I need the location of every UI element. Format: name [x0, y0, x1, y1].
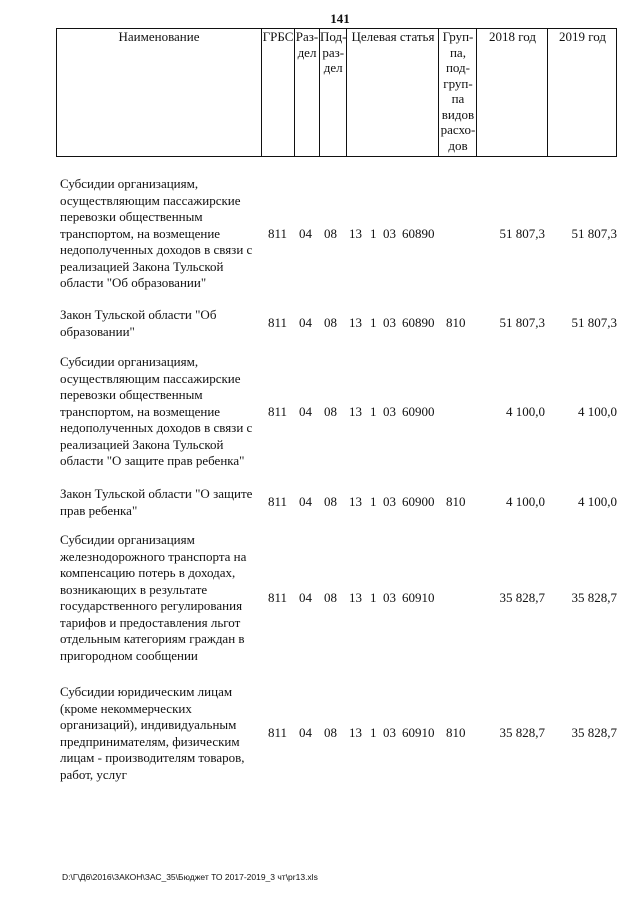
row-target-part-1: 13: [349, 404, 362, 419]
row-target-part-3: 03: [383, 226, 396, 241]
header-grbs: ГРБС: [262, 29, 295, 157]
row-name: [60, 307, 265, 340]
row-podrazdel: 08: [324, 315, 337, 330]
row-amount-2019: 51 807,3: [571, 226, 617, 241]
row-razdel: 04: [299, 404, 312, 419]
row-razdel: 04: [299, 315, 312, 330]
row-target-part-3: 03: [383, 590, 396, 605]
row-name-line: Субсидии юридическим лицам: [60, 684, 233, 699]
row-name: [60, 684, 265, 783]
row-target-part-2: 1: [370, 226, 377, 241]
row-grbs: 811: [268, 494, 288, 509]
row-name-line: Субсидии организациям,: [60, 354, 199, 369]
row-target-part-1: 13: [349, 226, 362, 241]
table-row: [0, 307, 640, 345]
row-target-part-4: 60910: [402, 590, 435, 605]
row-target-part-3: 03: [383, 494, 396, 509]
row-target-part-1: 13: [349, 315, 362, 330]
row-name-line: Закон Тульской области "Об: [60, 307, 217, 322]
header-year-2019: 2019 год: [548, 29, 617, 157]
row-name-line: транспортом, на возмещение: [60, 225, 221, 241]
row-expense-type: 810: [446, 725, 466, 740]
row-name-line: области "О защите прав ребенка": [60, 453, 245, 468]
row-razdel: 04: [299, 226, 312, 241]
row-target-part-2: 1: [370, 590, 377, 605]
row-name-line: предпринимателям, физическим: [60, 733, 240, 749]
row-name-line: транспортом, на возмещение: [60, 403, 221, 419]
row-target-part-3: 03: [383, 725, 396, 740]
row-name-line: компенсацию потерь в доходах,: [60, 565, 236, 580]
row-grbs: 811: [268, 590, 288, 605]
row-amount-2019: 35 828,7: [571, 590, 617, 605]
row-amount-2018: 4 100,0: [506, 494, 545, 509]
table-row: [0, 176, 640, 298]
page-number: 141: [330, 11, 350, 26]
row-amount-2018: 51 807,3: [499, 226, 545, 241]
row-name-line: осуществляющим пассажирские: [60, 192, 241, 208]
row-target-part-1: 13: [349, 725, 362, 740]
row-grbs: 811: [268, 315, 288, 330]
row-target-part-2: 1: [370, 494, 377, 509]
row-name-line: недополученных доходов в связи с: [60, 420, 253, 435]
table-header: [56, 28, 617, 157]
header-podrazdel: Под- раз- дел: [320, 29, 347, 157]
row-razdel: 04: [299, 494, 312, 509]
header-name: Наименование: [57, 29, 262, 157]
row-target-part-1: 13: [349, 590, 362, 605]
row-target-part-4: 60890: [402, 315, 435, 330]
row-name-line: реализацией Закона Тульской: [60, 436, 224, 452]
row-target-part-4: 60910: [402, 725, 435, 740]
row-name-line: возникающих в результате: [60, 581, 208, 597]
table-row: [0, 684, 640, 796]
row-target-part-4: 60900: [402, 404, 435, 419]
row-target-part-3: 03: [383, 315, 396, 330]
row-amount-2019: 35 828,7: [571, 725, 617, 740]
row-amount-2019: 4 100,0: [578, 494, 617, 509]
row-target-part-4: 60890: [402, 226, 435, 241]
row-name-line: Субсидии организациям,: [60, 176, 199, 191]
row-name-line: организаций), индивидуальным: [60, 717, 237, 732]
footer-file-path: D:\Г\Д6\2016\ЗАКОН\ЗАС_35\Бюджет ТО 2017-2019_3 чт\pr13.xls: [62, 872, 318, 882]
row-name-line: области "Об образовании": [60, 275, 207, 290]
row-name-line: перевозки общественным: [60, 209, 203, 224]
row-amount-2018: 35 828,7: [499, 725, 545, 740]
row-amount-2019: 4 100,0: [578, 404, 617, 419]
row-podrazdel: 08: [324, 725, 337, 740]
row-name-line: государственного регулирования: [60, 598, 243, 613]
row-podrazdel: 08: [324, 226, 337, 241]
row-podrazdel: 08: [324, 590, 337, 605]
row-grbs: 811: [268, 725, 288, 740]
row-expense-type: 810: [446, 315, 466, 330]
row-amount-2018: 51 807,3: [499, 315, 545, 330]
row-name: [60, 354, 265, 470]
row-target-part-2: 1: [370, 315, 377, 330]
row-target-part-2: 1: [370, 725, 377, 740]
header-year-2018: 2018 год: [477, 29, 548, 157]
row-podrazdel: 08: [324, 404, 337, 419]
row-grbs: 811: [268, 404, 288, 419]
row-name: [60, 176, 265, 292]
header-razdel: Раз- дел: [295, 29, 320, 157]
row-name-line: лицам - производителям товаров,: [60, 750, 245, 765]
header-target-article: Целевая статья: [347, 29, 439, 157]
row-name: [60, 532, 265, 664]
row-name-line: недополученных доходов в связи с: [60, 242, 253, 257]
row-name: [60, 486, 265, 519]
row-expense-type: 810: [446, 494, 466, 509]
row-target-part-1: 13: [349, 494, 362, 509]
row-name-line: пригородном сообщении: [60, 647, 198, 663]
row-name-line: Субсидии организациям: [60, 532, 195, 547]
row-name-line: прав ребенка": [60, 502, 138, 518]
row-amount-2018: 4 100,0: [506, 404, 545, 419]
row-name-line: тарифов и предоставления льгот: [60, 614, 241, 630]
row-name-line: реализацией Закона Тульской: [60, 258, 224, 274]
table-row: [0, 486, 640, 524]
row-name-line: отдельным категориям граждан в: [60, 631, 245, 646]
row-amount-2018: 35 828,7: [499, 590, 545, 605]
row-target-part-4: 60900: [402, 494, 435, 509]
row-target-part-2: 1: [370, 404, 377, 419]
row-name-line: перевозки общественным: [60, 387, 203, 402]
table-row: [0, 532, 640, 670]
row-target-part-3: 03: [383, 404, 396, 419]
row-razdel: 04: [299, 725, 312, 740]
row-name-line: (кроме некоммерческих: [60, 700, 192, 716]
row-name-line: образовании": [60, 323, 135, 339]
row-name-line: работ, услуг: [60, 766, 128, 782]
header-expense-group: Груп- па, под- груп- па видов расхо- дов: [439, 29, 477, 157]
table-row: [0, 354, 640, 476]
row-name-line: Закон Тульской области "О защите: [60, 486, 253, 501]
row-grbs: 811: [268, 226, 288, 241]
row-amount-2019: 51 807,3: [571, 315, 617, 330]
row-razdel: 04: [299, 590, 312, 605]
row-podrazdel: 08: [324, 494, 337, 509]
row-name-line: железнодорожного транспорта на: [60, 548, 247, 564]
row-name-line: осуществляющим пассажирские: [60, 370, 241, 386]
